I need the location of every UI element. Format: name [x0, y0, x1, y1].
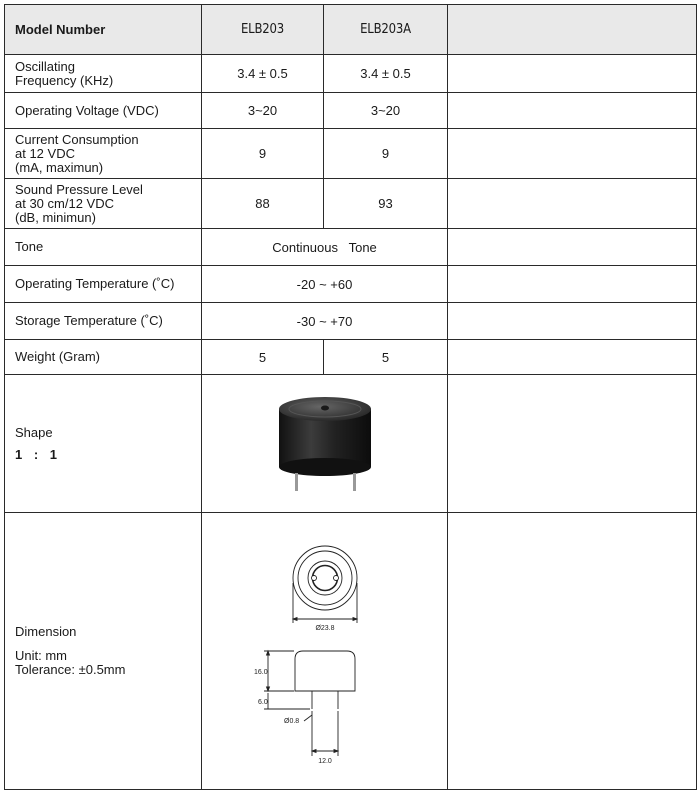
- spec-table: [4, 4, 697, 790]
- value-elb203: 9: [202, 129, 324, 179]
- empty-cell: [448, 303, 697, 340]
- empty-cell: [448, 55, 697, 93]
- dimension-drawing-cell: [202, 513, 448, 790]
- side-view: [264, 651, 355, 756]
- height-label: 16.0: [253, 669, 268, 676]
- label-line: Current Consumption: [15, 131, 139, 147]
- header-row: [5, 5, 697, 55]
- row-label: Tone: [5, 229, 202, 266]
- label-line: (dB, minimun): [15, 209, 96, 225]
- value-merged: -30 ~ +70: [202, 303, 448, 340]
- buzzer-photo: [265, 389, 385, 499]
- value-elb203: 3.4 ± 0.5: [202, 55, 324, 93]
- empty-cell: [448, 340, 697, 375]
- row-label: [5, 179, 202, 229]
- value-elb203a: 93: [324, 179, 448, 229]
- model-elb203a: ELB203A: [324, 5, 448, 55]
- top-view: [293, 546, 357, 623]
- value-elb203: 88: [202, 179, 324, 229]
- value-elb203: 5: [202, 340, 324, 375]
- dimension-drawing: [250, 531, 400, 771]
- row-shape: [5, 375, 697, 513]
- shape-image-cell: [202, 375, 448, 513]
- row-label: Weight (Gram): [5, 340, 202, 375]
- shape-label: Shape: [15, 424, 53, 440]
- shape-ratio: 1 : 1: [15, 446, 62, 462]
- row-storage-temperature: [5, 303, 697, 340]
- empty-cell: [448, 93, 697, 129]
- tolerance-label: Tolerance: ±0.5mm: [15, 662, 126, 677]
- empty-cell: [448, 229, 697, 266]
- label-line: (mA, maximun): [15, 159, 104, 175]
- value-merged: -20 ~ +60: [202, 266, 448, 303]
- row-label: Operating Voltage (VDC): [5, 93, 202, 129]
- row-label: [5, 513, 202, 790]
- dimension-label: Dimension: [15, 624, 77, 639]
- diameter-label: Ø23.8: [314, 625, 335, 632]
- empty-cell: [448, 179, 697, 229]
- row-sound-pressure: [5, 179, 697, 229]
- row-label: Storage Temperature (˚C): [5, 303, 202, 340]
- row-label: Operating Temperature (˚C): [5, 266, 202, 303]
- value-elb203a: 9: [324, 129, 448, 179]
- value-elb203a: 3~20: [324, 93, 448, 129]
- row-oscillating-frequency: [5, 55, 697, 93]
- row-label: [5, 129, 202, 179]
- label-line: Sound Pressure Level: [15, 181, 143, 197]
- empty-cell: [448, 375, 697, 513]
- value-elb203a: 3.4 ± 0.5: [324, 55, 448, 93]
- unit-label: Unit: mm: [15, 648, 67, 663]
- pin-spacing-label: 12.0: [317, 758, 332, 765]
- label-line: Frequency (KHz): [15, 72, 114, 88]
- row-current-consumption: [5, 129, 697, 179]
- row-tone: [5, 229, 697, 266]
- label-line: at 12 VDC: [15, 145, 75, 161]
- row-operating-temperature: [5, 266, 697, 303]
- label-line: Oscillating: [15, 58, 75, 74]
- empty-cell: [448, 129, 697, 179]
- label-line: at 30 cm/12 VDC: [15, 195, 114, 211]
- empty-cell: [448, 266, 697, 303]
- model-number-label: Model Number: [5, 5, 202, 55]
- pin-length-label: 6.0: [257, 699, 268, 706]
- row-operating-voltage: [5, 93, 697, 129]
- row-label: [5, 375, 202, 513]
- row-dimension: [5, 513, 697, 790]
- value-elb203: 3~20: [202, 93, 324, 129]
- model-elb203: ELB203: [202, 5, 324, 55]
- row-label: [5, 55, 202, 93]
- row-weight: [5, 340, 697, 375]
- empty-cell: [448, 5, 697, 55]
- value-elb203a: 5: [324, 340, 448, 375]
- empty-cell: [448, 513, 697, 790]
- pin-diameter-label: Ø0.8: [283, 718, 299, 725]
- value-merged: Continuous Tone: [202, 229, 448, 266]
